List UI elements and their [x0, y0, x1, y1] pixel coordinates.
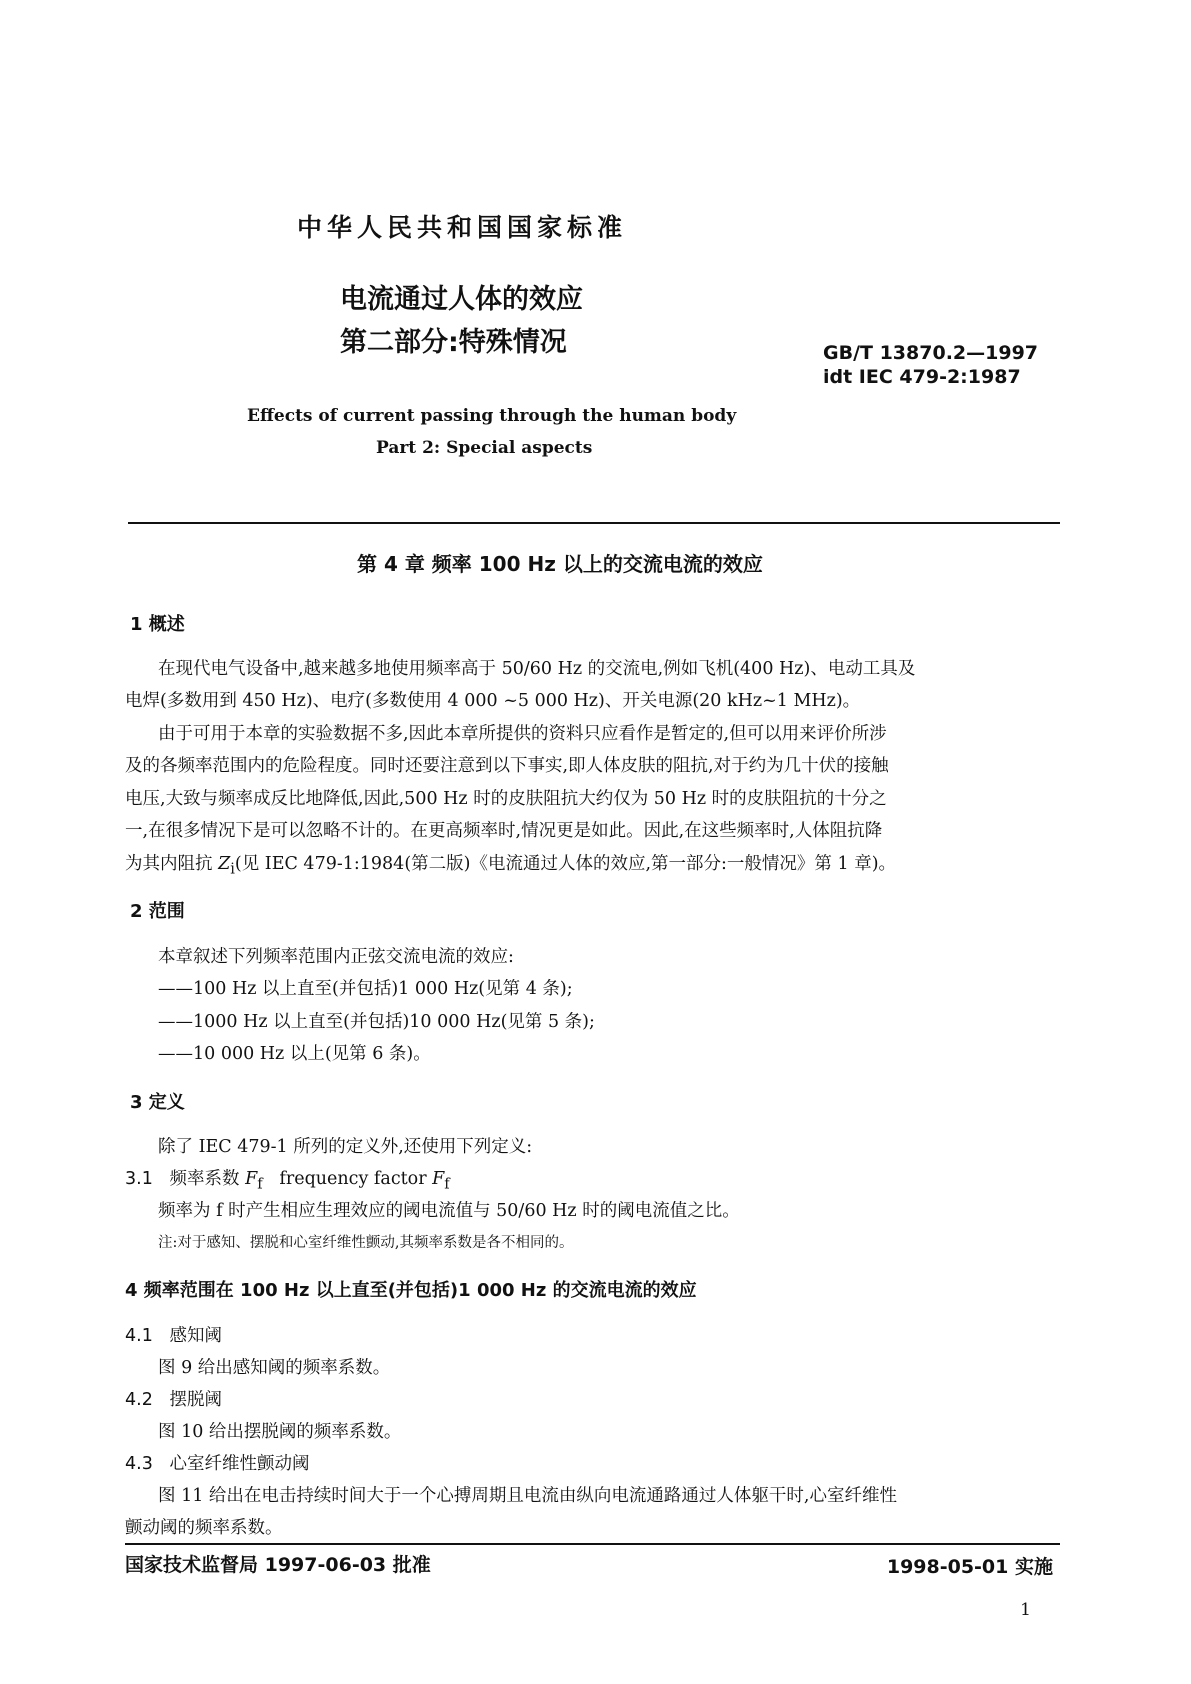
title-en-line1: Effects of current passing through the human body	[247, 406, 737, 426]
section-2-heading: 2 范围	[130, 901, 185, 922]
s1-paragraph2-line3: 电压,大致与频率成反比地降低,因此,500 Hz 时的皮肤阻抗大约仅为 50 Hz 时的皮肤阻抗的十分之	[125, 789, 887, 809]
s3-1-note: 注:对于感知、摆脱和心室纤维性颤动,其频率系数是各不相同的。	[158, 1235, 574, 1251]
standard-code: GB/T 13870.2—1997	[823, 342, 1039, 364]
s2-list-item-3: ——10 000 Hz 以上(见第 6 条)。	[158, 1044, 431, 1064]
s1-paragraph2-line4: 一,在很多情况下是可以忽略不计的。在更高频率时,情况更是如此。因此,在这些频率时,人体阻抗降	[125, 821, 883, 841]
section-1-heading: 1 概述	[130, 614, 185, 635]
effective-date: 1998-05-01 实施	[886, 1556, 1053, 1578]
s2-intro: 本章叙述下列频率范围内正弦交流电流的效应:	[158, 947, 514, 967]
s2-list-item-1: ——100 Hz 以上直至(并包括)1 000 Hz(见第 4 条);	[158, 979, 573, 999]
s4-2-heading: 4.2 摆脱阈	[125, 1390, 223, 1410]
chapter-title: 第 4 章 频率 100 Hz 以上的交流电流的效应	[357, 552, 763, 576]
approval-info: 国家技术监督局 1997-06-03 批准	[125, 1554, 431, 1576]
page-number: 1	[1020, 1600, 1031, 1620]
title-cn-line1: 电流通过人体的效应	[340, 284, 583, 315]
s3-1-definition-term: 3.1 频率系数 $F_f$ frequency factor $F_f$	[125, 1169, 450, 1193]
s4-3-heading: 4.3 心室纤维性颤动阈	[125, 1454, 310, 1474]
idt-code: idt IEC 479-2:1987	[823, 366, 1021, 388]
s3-intro: 除了 IEC 479-1 所列的定义外,还使用下列定义:	[158, 1137, 533, 1157]
section-3-heading: 3 定义	[130, 1092, 185, 1113]
section-4-heading: 4 频率范围在 100 Hz 以上直至(并包括)1 000 Hz 的交流电流的效应	[125, 1280, 697, 1301]
s4-1-text: 图 9 给出感知阈的频率系数。	[158, 1358, 391, 1378]
s4-3-text-line2: 颤动阈的频率系数。	[125, 1518, 283, 1538]
s1-paragraph1-line2: 电焊(多数用到 450 Hz)、电疗(多数使用 4 000 ~5 000 Hz)、开关电源(20 kHz~1 MHz)。	[125, 691, 861, 711]
s2-list-item-2: ——1000 Hz 以上直至(并包括)10 000 Hz(见第 5 条);	[158, 1012, 595, 1032]
s1-paragraph2-line5: 为其内阻抗 $Z_i$(见 IEC 479-1:1984(第二版)《电流通过人体的效应,第一部分:一般情况》第 1 章)。	[125, 854, 897, 878]
s1-paragraph1-line1: 在现代电气设备中,越来越多地使用频率高于 50/60 Hz 的交流电,例如飞机(400 Hz)、电动工具及	[158, 659, 916, 679]
title-en-line2: Part 2: Special aspects	[376, 438, 593, 458]
s1-paragraph2-line2: 及的各频率范围内的危险程度。同时还要注意到以下事实,即人体皮肤的阻抗,对于约为几十伏的接触	[125, 756, 889, 776]
s4-1-heading: 4.1 感知阈	[125, 1326, 223, 1346]
s1-paragraph2-line1: 由于可用于本章的实验数据不多,因此本章所提供的资料只应看作是暂定的,但可以用来评价所涉	[158, 724, 887, 744]
s4-2-text: 图 10 给出摆脱阈的频率系数。	[158, 1422, 402, 1442]
s3-1-definition-text: 频率为 f 时产生相应生理效应的阈电流值与 50/60 Hz 时的阈电流值之比。	[158, 1201, 740, 1221]
footer-divider	[125, 1543, 1060, 1545]
s4-3-text-line1: 图 11 给出在电击持续时间大于一个心搏周期且电流由纵向电流通路通过人体躯干时,心室纤维性	[158, 1486, 897, 1506]
title-cn-line2: 第二部分:特殊情况	[340, 327, 567, 358]
header-divider	[128, 522, 1060, 524]
standard-name: 中华人民共和国国家标准	[297, 213, 628, 242]
